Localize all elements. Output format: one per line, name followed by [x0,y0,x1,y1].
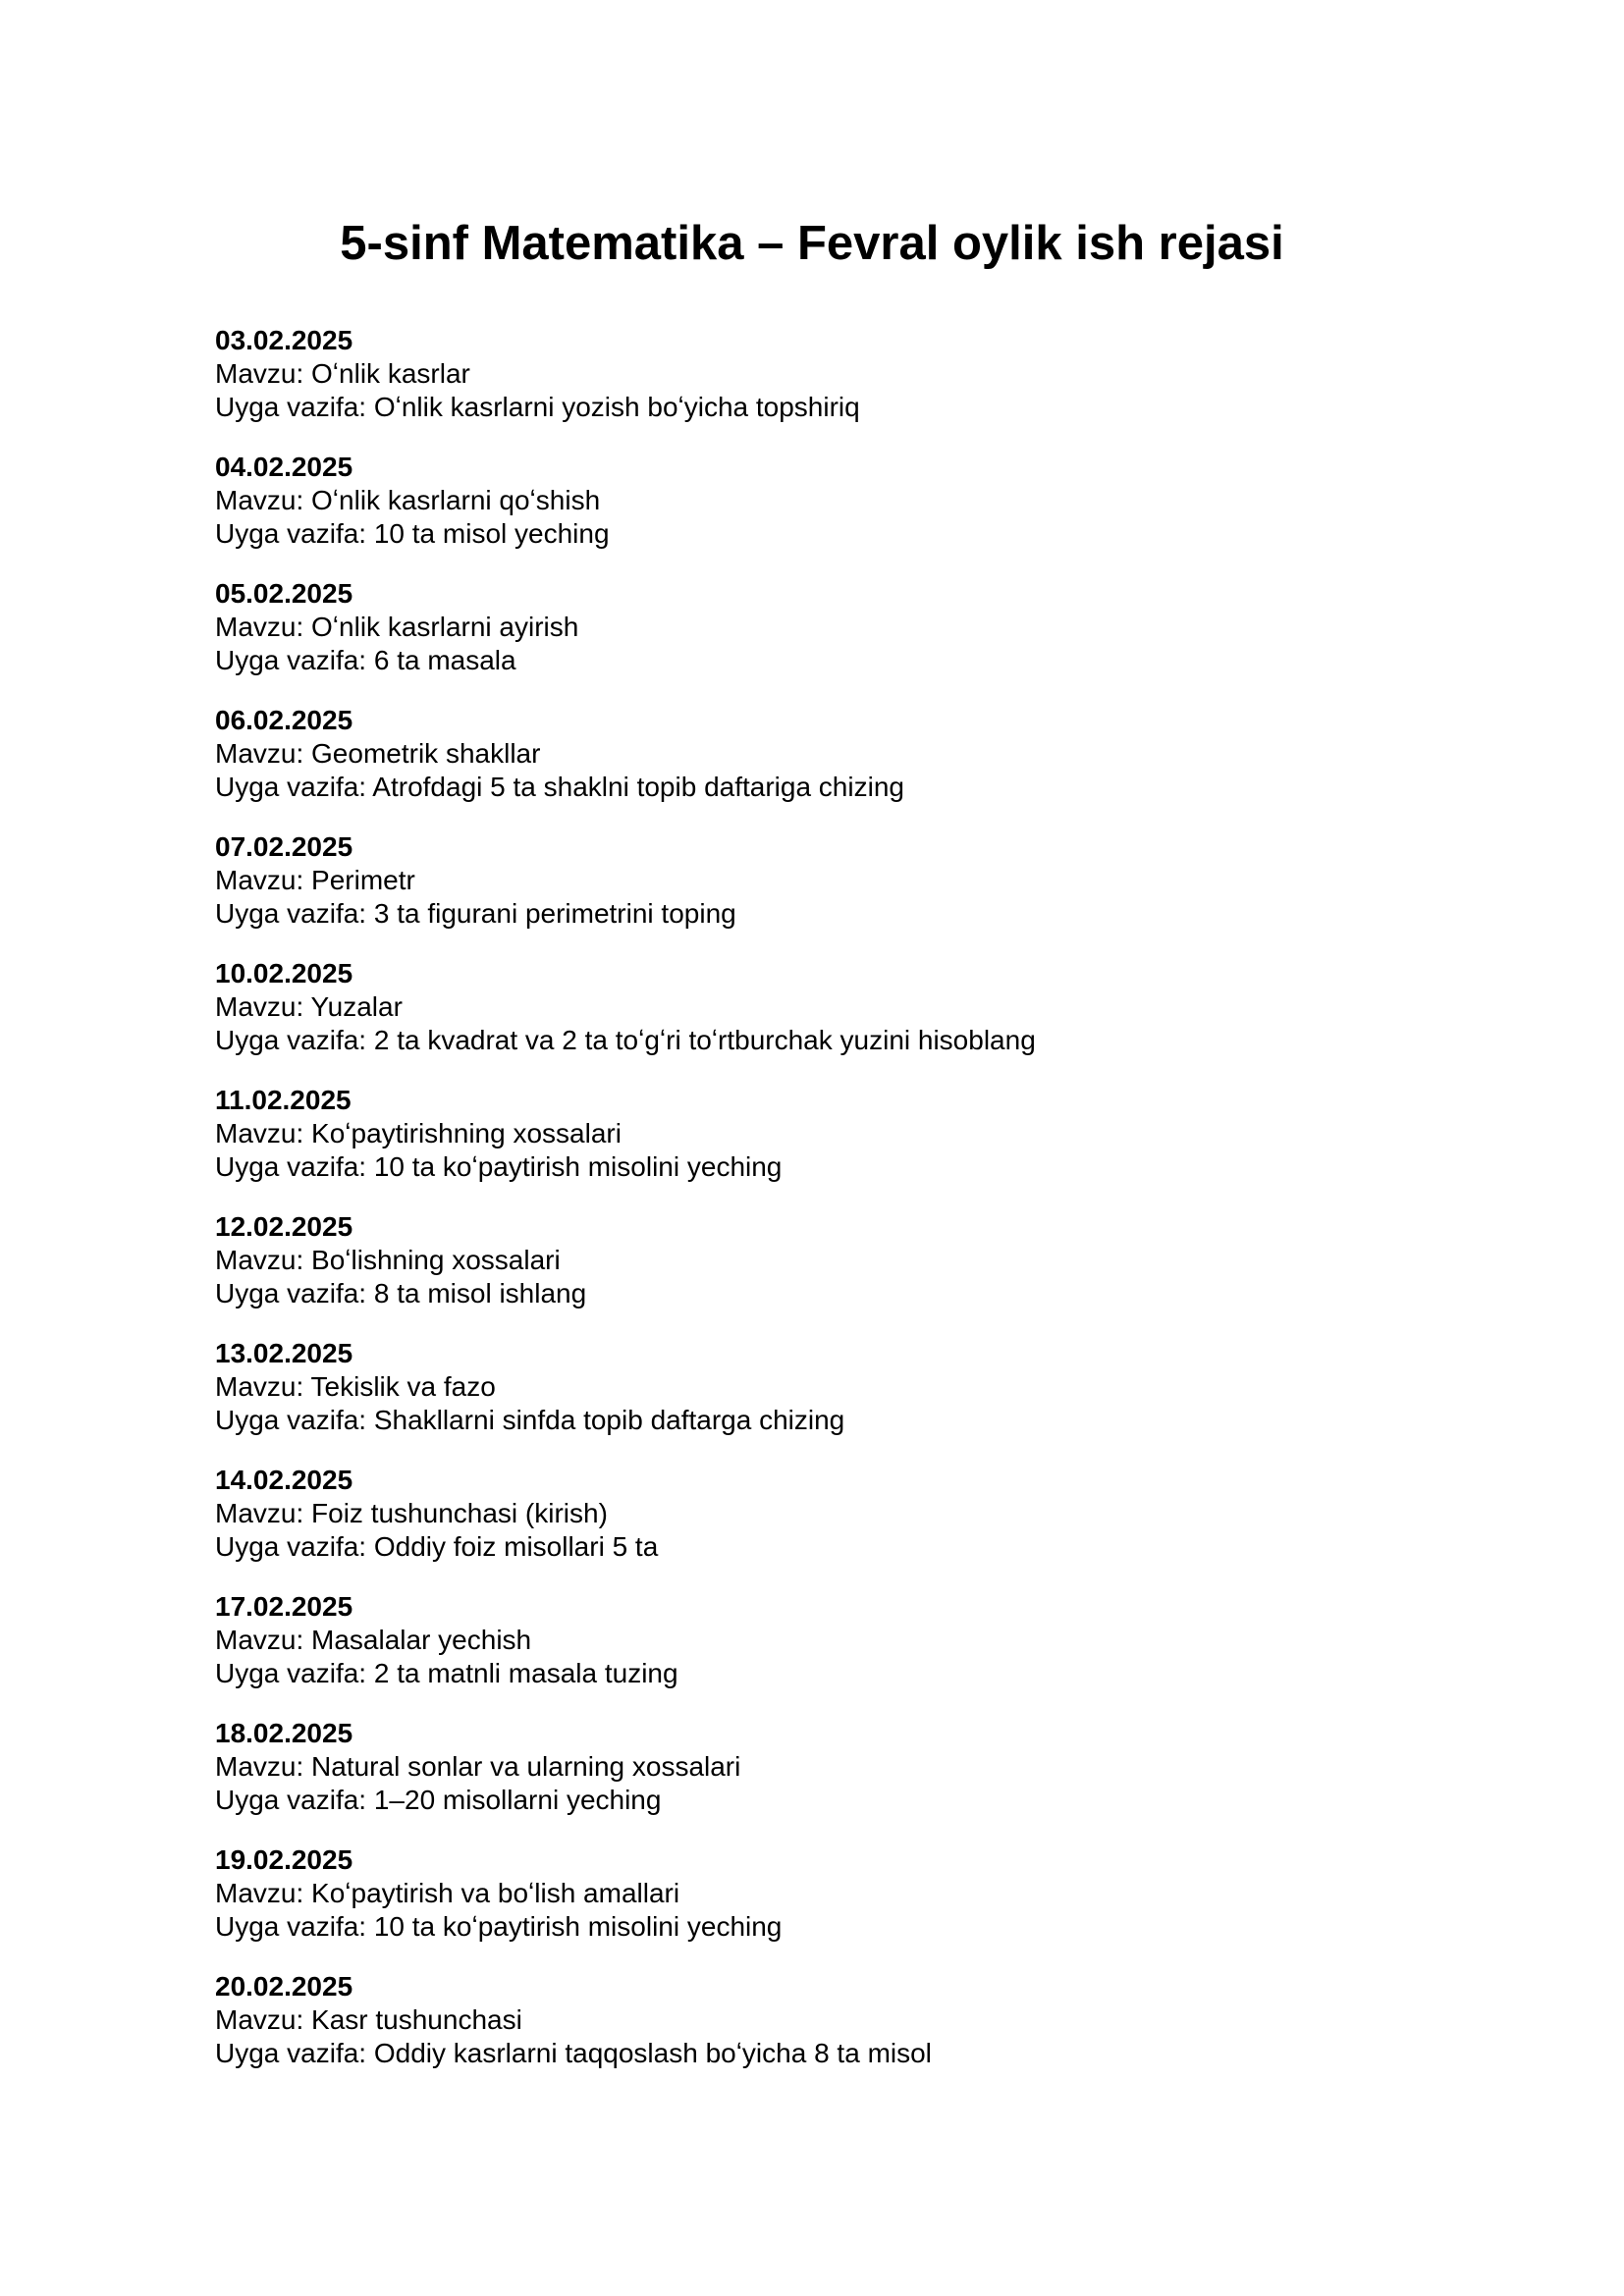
lesson-entry [215,1464,1491,1590]
lesson-date: 18.02.2025 [215,1718,353,1748]
lesson-homework: Uyga vazifa: Oddiy foiz misollari 5 ta [215,1531,659,1562]
lesson-topic: Mavzu: Boʻlishning xossalari [215,1245,561,1275]
lesson-entry [215,1717,1491,1843]
lesson-topic: Mavzu: Oʻnlik kasrlar [215,358,470,389]
lesson-date: 12.02.2025 [215,1211,353,1242]
lesson-entry [215,957,1491,1084]
lesson-topic: Mavzu: Koʻpaytirish va boʻlish amallari [215,1878,680,1908]
lesson-entry [215,1590,1491,1717]
lesson-date: 20.02.2025 [215,1971,353,2002]
lesson-date: 05.02.2025 [215,578,353,609]
lesson-date: 13.02.2025 [215,1338,353,1368]
lesson-entry [215,704,1491,830]
lesson-date: 19.02.2025 [215,1844,353,1875]
lesson-topic: Mavzu: Yuzalar [215,991,403,1022]
lesson-entry [215,1210,1491,1337]
lesson-date: 11.02.2025 [215,1085,352,1115]
lesson-entry [215,324,1491,451]
lesson-homework: Uyga vazifa: 10 ta misol yeching [215,518,610,549]
lesson-entry [215,577,1491,704]
lesson-homework: Uyga vazifa: Oddiy kasrlarni taqqoslash boʻyicha 8 ta misol [215,2038,932,2068]
lesson-topic: Mavzu: Perimetr [215,865,415,895]
lesson-homework: Uyga vazifa: 3 ta figurani perimetrini toping [215,898,736,929]
lesson-entry [215,1843,1491,1970]
lesson-topic: Mavzu: Oʻnlik kasrlarni ayirish [215,612,579,642]
lesson-homework: Uyga vazifa: 10 ta koʻpaytirish misolini yeching [215,1911,783,1942]
lesson-entry [215,1337,1491,1464]
lesson-entry [215,1084,1491,1210]
lesson-date: 03.02.2025 [215,325,353,355]
lesson-homework: Uyga vazifa: 2 ta matnli masala tuzing [215,1658,678,1688]
lesson-topic: Mavzu: Natural sonlar va ularning xossalari [215,1751,741,1782]
lesson-topic: Mavzu: Geometrik shakllar [215,738,541,769]
lesson-topic: Mavzu: Tekislik va fazo [215,1371,496,1402]
lesson-topic: Mavzu: Kasr tushunchasi [215,2004,522,2035]
lesson-topic: Mavzu: Koʻpaytirishning xossalari [215,1118,622,1148]
lesson-homework: Uyga vazifa: 2 ta kvadrat va 2 ta toʻgʻri toʻrtburchak yuzini hisoblang [215,1025,1036,1055]
lesson-topic: Mavzu: Foiz tushunchasi (kirish) [215,1498,608,1528]
lesson-entry [215,1970,1491,2097]
lesson-date: 14.02.2025 [215,1465,353,1495]
lesson-homework: Uyga vazifa: 8 ta misol ishlang [215,1278,587,1308]
lesson-homework: Uyga vazifa: Shakllarni sinfda topib daftarga chizing [215,1405,845,1435]
lesson-topic: Mavzu: Oʻnlik kasrlarni qoʻshish [215,485,601,515]
lesson-list [215,324,1491,2097]
lesson-date: 10.02.2025 [215,958,353,988]
lesson-topic: Mavzu: Masalalar yechish [215,1625,532,1655]
lesson-date: 17.02.2025 [215,1591,353,1622]
lesson-homework: Uyga vazifa: 1–20 misollarni yeching [215,1785,662,1815]
lesson-date: 06.02.2025 [215,705,353,735]
lesson-date: 07.02.2025 [215,831,353,862]
lesson-homework: Uyga vazifa: Oʻnlik kasrlarni yozish boʻyicha topshiriq [215,392,860,422]
lesson-entry [215,830,1491,957]
lesson-date: 04.02.2025 [215,452,353,482]
document-title: 5-sinf Matematika – Fevral oylik ish rejasi [340,217,1284,270]
lesson-homework: Uyga vazifa: Atrofdagi 5 ta shaklni topib daftariga chizing [215,772,904,802]
lesson-homework: Uyga vazifa: 6 ta masala [215,645,516,675]
lesson-homework: Uyga vazifa: 10 ta koʻpaytirish misolini yeching [215,1151,783,1182]
lesson-entry [215,451,1491,577]
